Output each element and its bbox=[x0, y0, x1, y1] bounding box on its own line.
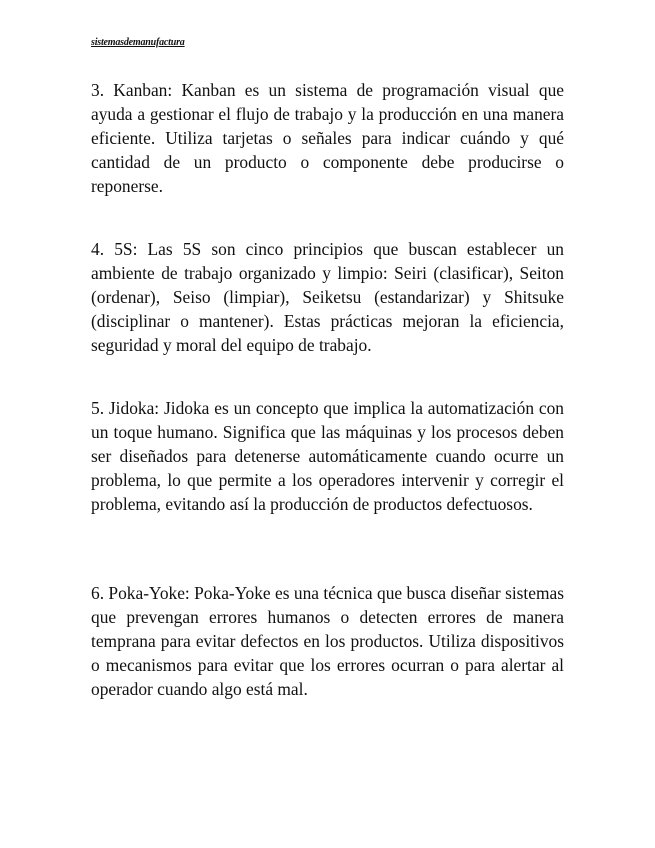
paragraph-jidoka: 5. Jidoka: Jidoka es un concepto que implica la automatización con un toque humano. Significa que las máquinas y los procesos deben ser diseñados para detenerse automáticamente cuando ocurre un problema, lo que permite a los operadores intervenir y corregir el problema, evitando así la producción de productos defectuosos. bbox=[91, 398, 564, 514]
paragraph-5s: 4. 5S: Las 5S son cinco principios que buscan establecer un ambiente de trabajo organizado y limpio: Seiri (clasificar), Seiton (ordenar), Seiso (limpiar), Seiketsu (estandarizar) y Shitsuke (disciplinar o mantener). Estas prácticas mejoran la eficiencia, seguridad y moral del equipo de trabajo. bbox=[91, 239, 564, 355]
paragraph-poka-yoke: 6. Poka-Yoke: Poka-Yoke es una técnica que busca diseñar sistemas que prevengan errores humanos o detecten errores de manera temprana para evitar defectos en los productos. Utiliza dispositivos o mecanismos para evitar que los errores ocurran o para alertar al operador cuando algo está mal. bbox=[91, 583, 564, 699]
page-header: sistemasdemanufactura bbox=[91, 37, 185, 48]
paragraph-kanban: 3. Kanban: Kanban es un sistema de programación visual que ayuda a gestionar el flujo de trabajo y la producción en una manera eficiente. Utiliza tarjetas o señales para indicar cuándo y qué cantidad de un producto o componente debe producirse o reponerse. bbox=[91, 80, 564, 196]
